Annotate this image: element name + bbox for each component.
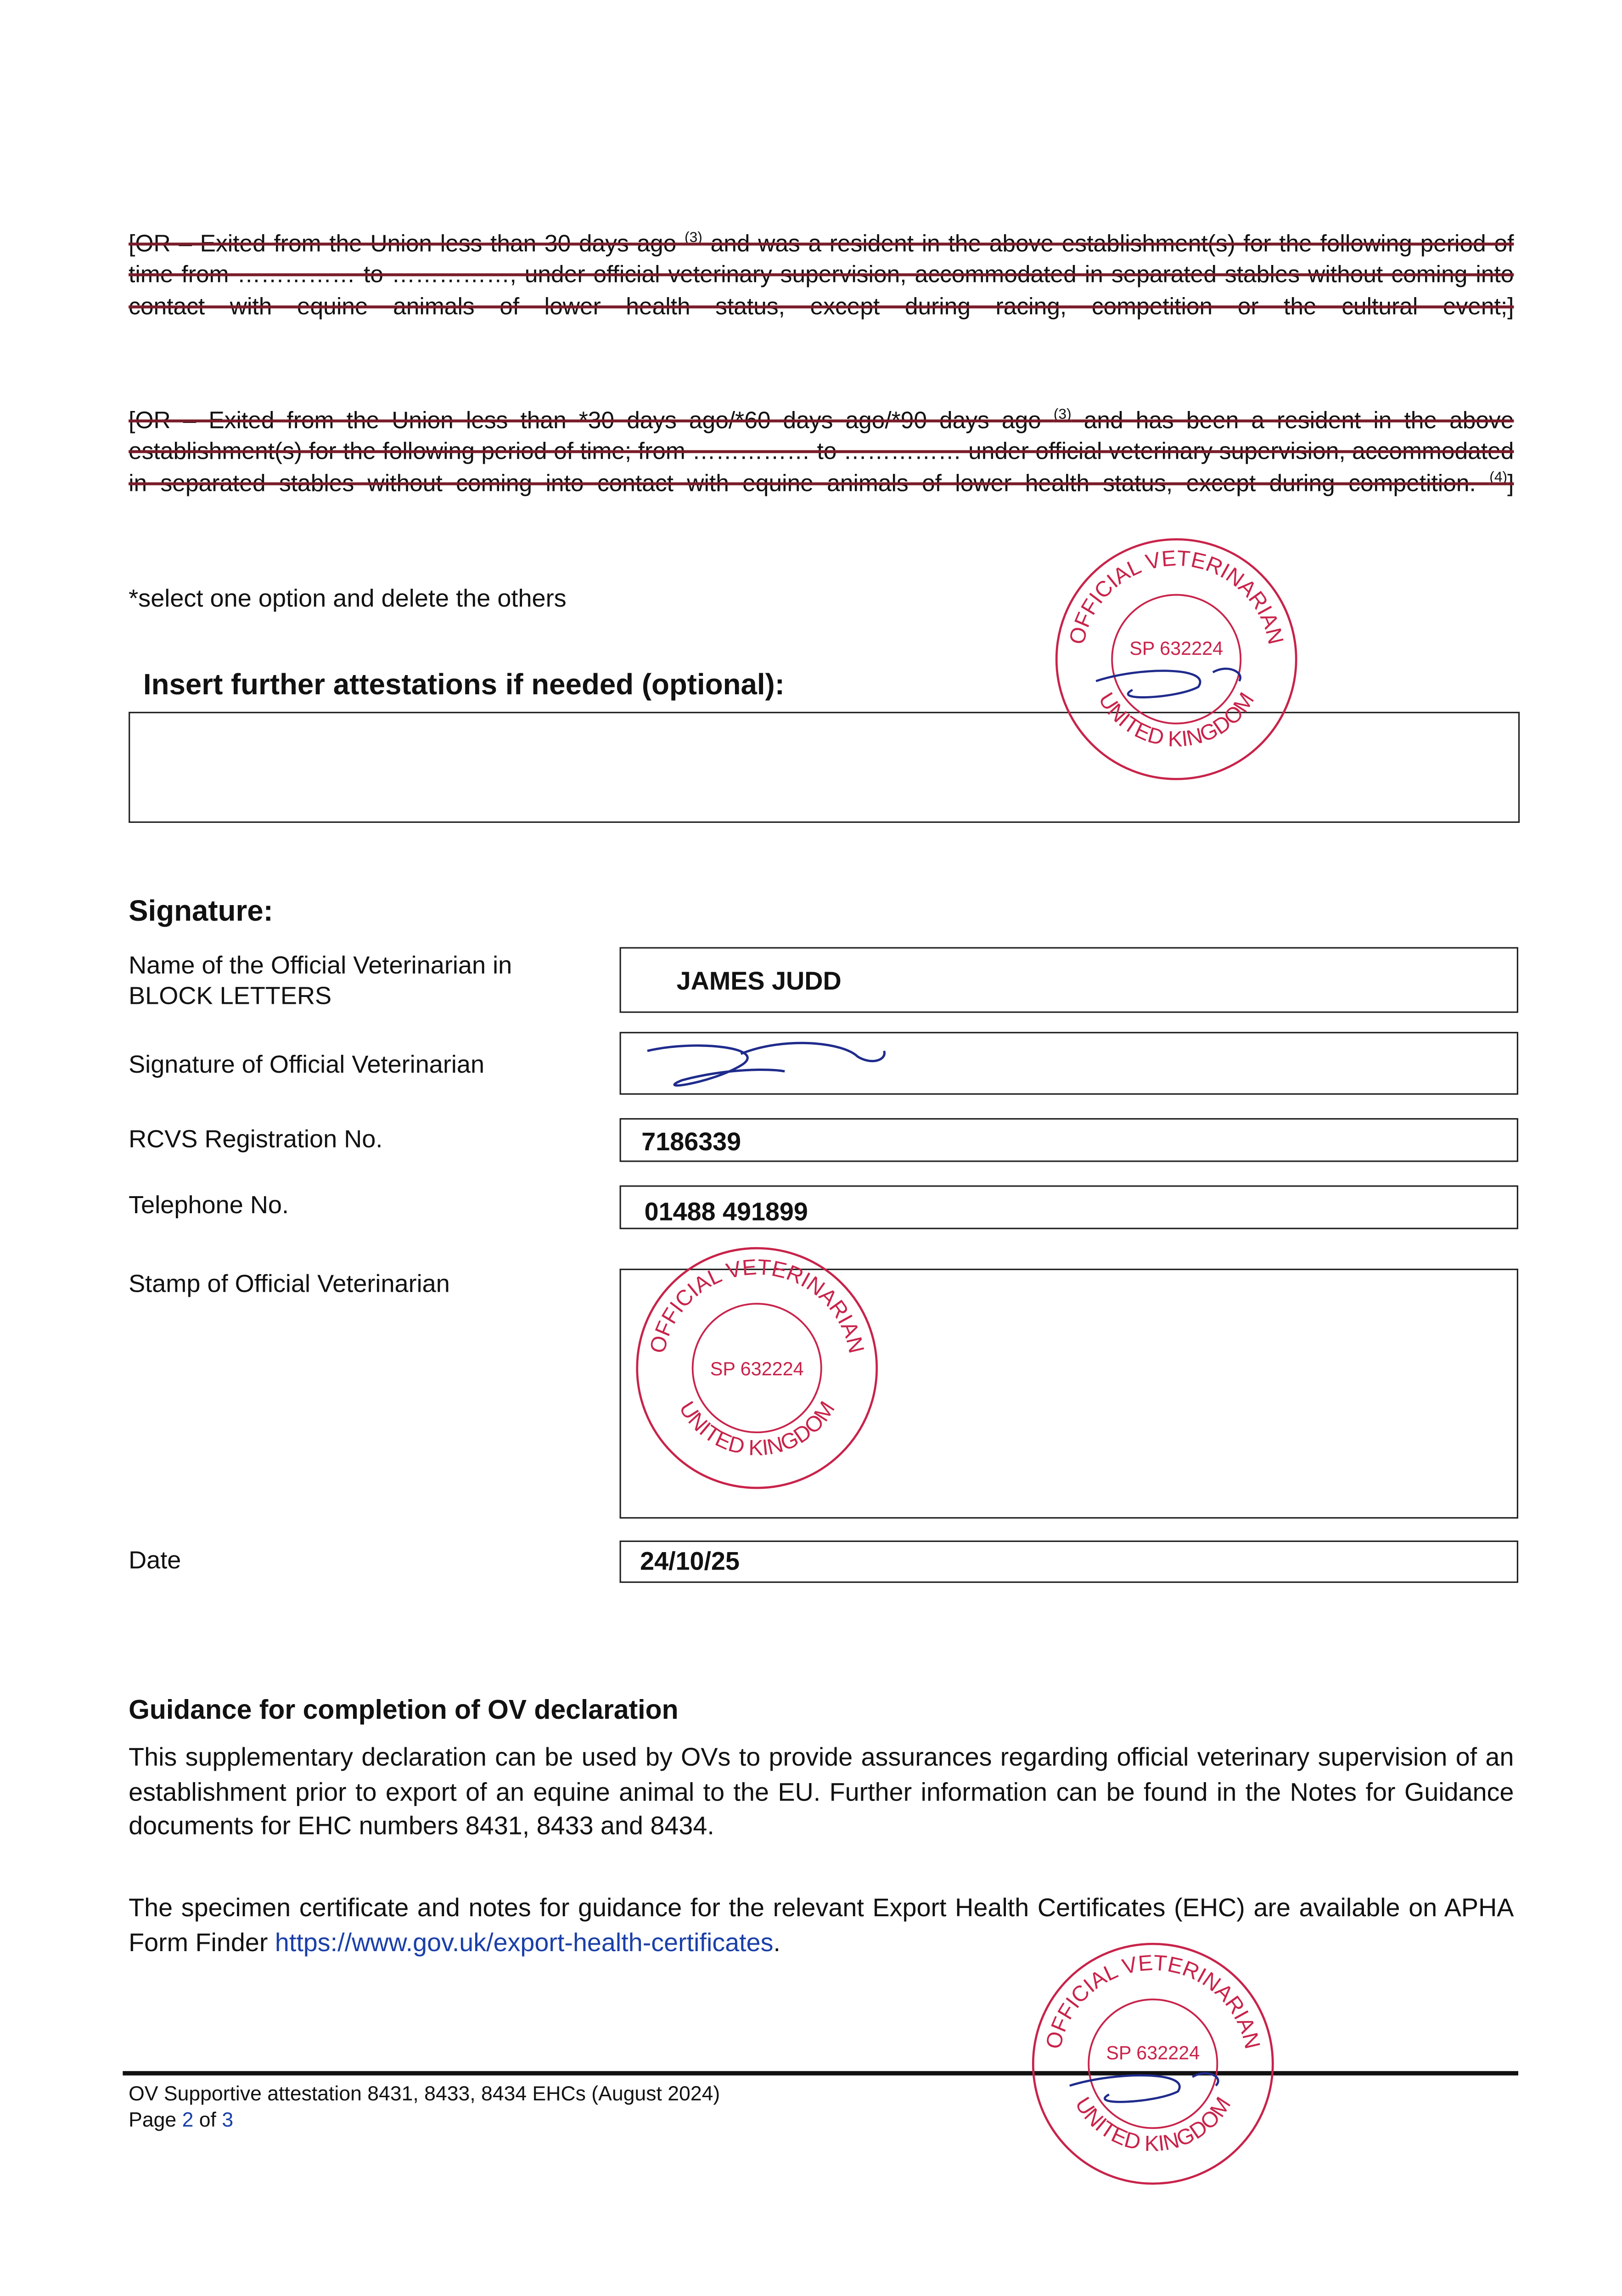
footnote-ref: (4) [1489, 469, 1508, 486]
signature-heading: Signature: [129, 896, 273, 929]
option-paragraph-2 [129, 406, 1514, 500]
stamp-text: UNITED KINGDOM [674, 1397, 840, 1461]
text: The specimen certificate and notes for guidance for the relevant Export Health Certificates (EHC) are available on APHA Form Finder [129, 1892, 1514, 1957]
footer-page-number [129, 2108, 233, 2131]
text: and was a resident in the above establishment(s) for the following period of time from …………… to ……………, under official veterinary supervision, accommodated in separated stables without coming into contact with equine animals of lower health status, except during racing, competition or the cultural event;] [129, 231, 1514, 320]
further-attestations-field[interactable] [129, 712, 1520, 823]
footer-divider [123, 2071, 1518, 2076]
footnote-ref: (3) [1053, 407, 1072, 423]
name-field[interactable] [620, 947, 1518, 1013]
text: [OR – Exited from the Union less than 30 days ago [129, 231, 685, 258]
stamp-text: UNITED KINGDOM [1070, 2093, 1236, 2156]
signature-field[interactable] [620, 1032, 1518, 1095]
svg-text:UNITED KINGDOM [1070, 2093, 1235, 2156]
rcvs-value: 7186339 [641, 1127, 741, 1156]
text: 3 [222, 2107, 234, 2131]
svg-text:UNITED KINGDOM [1094, 688, 1259, 752]
stamp-label: Stamp of Official Veterinarian [129, 1270, 450, 1298]
telephone-value: 01488 491899 [644, 1197, 808, 1227]
option-paragraph-1 [129, 230, 1514, 323]
svg-text:OFFICIAL VETERINARIAN [1041, 1951, 1264, 2051]
telephone-label: Telephone No. [129, 1191, 289, 1219]
svg-text:UNITED KINGDOM [674, 1397, 840, 1461]
official-veterinarian-stamp [633, 1244, 881, 1492]
stamp-text: UNITED KINGDOM [1094, 688, 1259, 752]
date-value: 24/10/25 [640, 1546, 740, 1576]
footnote-ref: (3) [684, 230, 702, 247]
official-veterinarian-stamp [1052, 535, 1301, 783]
date-field[interactable] [620, 1541, 1518, 1583]
name-label: Name of the Official Veterinarian in BLOCK LETTERS [129, 951, 512, 1010]
select-note: *select one option and delete the others [129, 585, 567, 613]
export-health-certificates-link[interactable]: https://www.gov.uk/export-health-certificates [275, 1927, 774, 1957]
signature-label: Signature of Official Veterinarian [129, 1051, 485, 1079]
text: and has been a resident in the above establishment(s) for the following period of time; from …………… to …………… under official veterinary supervision, accommodated in separated stables without coming into contact with equine animals of lower health status, except during competition. [129, 408, 1514, 496]
guidance-heading: Guidance for completion of OV declaration [129, 1694, 679, 1725]
stamp-text: OFFICIAL VETERINARIAN [1041, 1951, 1265, 2052]
stamp-text: OFFICIAL VETERINARIAN [645, 1255, 869, 1356]
handwritten-signature [639, 1036, 887, 1095]
guidance-paragraph-2 [129, 1891, 1514, 1960]
date-label: Date [129, 1546, 181, 1574]
stamp-number: SP 632224 [1129, 637, 1224, 659]
text: Page [129, 2107, 182, 2131]
further-attestations-heading: Insert further attestations if needed (optional): [143, 669, 785, 702]
stamp-text: OFFICIAL VETERINARIAN [1065, 546, 1288, 647]
name-value: JAMES JUDD [676, 966, 842, 996]
telephone-field[interactable] [620, 1185, 1518, 1229]
text: ] [1507, 470, 1514, 496]
official-veterinarian-stamp [1029, 1940, 1277, 2188]
stamp-number: SP 632224 [710, 1358, 804, 1380]
guidance-paragraph-1: This supplementary declaration can be used by OVs to provide assurances regarding official veterinary supervision of an establishment prior to export of an equine animal to the EU. Further information can be found in the Notes for Guidance documents for EHC numbers 8431, 8433 and 8434. [129, 1742, 1514, 1840]
footer-title: OV Supportive attestation 8431, 8433, 8434 EHCs (August 2024) [129, 2081, 720, 2105]
text: of [193, 2107, 222, 2131]
rcvs-field[interactable] [620, 1118, 1518, 1162]
svg-text:OFFICIAL VETERINARIAN [645, 1255, 869, 1356]
stamp-number: SP 632224 [1106, 2042, 1200, 2064]
text: 2 [182, 2107, 194, 2131]
text: [OR – Exited from the Union less than *30 days ago/*60 days ago/*90 days ago [129, 408, 1054, 434]
svg-text:OFFICIAL VETERINARIAN [1065, 546, 1288, 647]
rcvs-label: RCVS Registration No. [129, 1125, 383, 1154]
text: . [773, 1927, 781, 1957]
